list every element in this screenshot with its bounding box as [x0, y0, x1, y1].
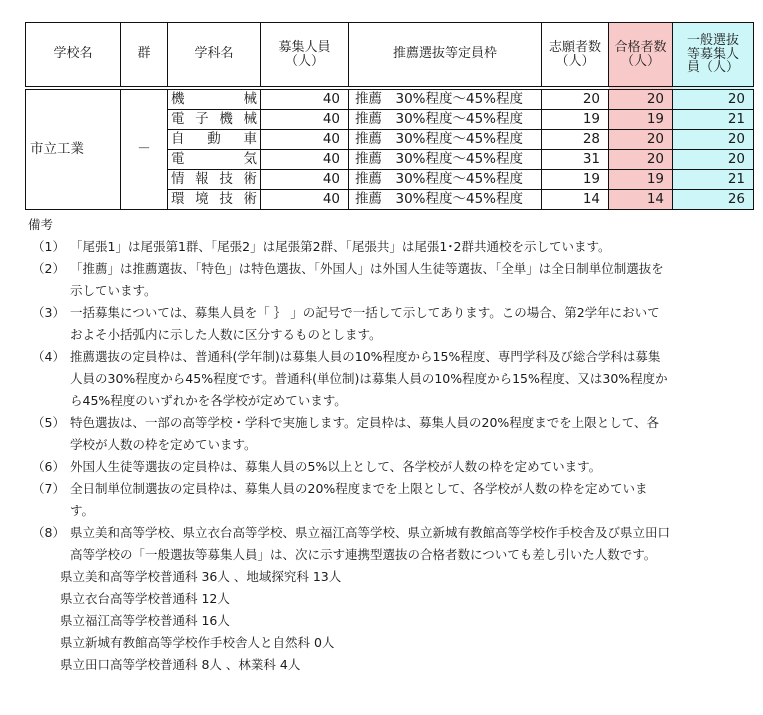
note-text: 特色選抜は、一部の高等学校・学科で実施します。定員枠は、募集人員の20%程度までを上限として、各学校が人数の枠を定めています。: [70, 415, 660, 452]
note-text: 全日制単位制選抜の定員枠は、募集人員の20%程度までを上限として、各学校が人数の枠を定めています。: [70, 481, 648, 518]
department-name: [171, 192, 257, 207]
header-passed-line2: （人）: [620, 53, 660, 69]
note-sub-item: 県立美和高等学校普通科 36人 、地域探究科 13人: [60, 569, 342, 584]
header-applicants-line2: （人）: [555, 53, 595, 69]
department-char: 境: [195, 191, 209, 208]
admission-results-table: [25, 22, 754, 210]
department-char: 気: [243, 151, 257, 168]
quota-cell: 40: [261, 88, 349, 110]
department-char: 子: [195, 111, 209, 128]
department-char: 自: [171, 131, 185, 148]
department-name: [171, 92, 257, 107]
header-department: 学科名: [168, 23, 261, 89]
general-quota-cell: 20: [673, 88, 754, 110]
department-char: 機: [171, 91, 185, 108]
quota-cell: 40: [261, 190, 349, 210]
note-number: （2）: [32, 261, 65, 276]
department-char: 械: [243, 91, 257, 108]
department-char: 電: [171, 111, 185, 128]
header-school: 学校名: [26, 23, 121, 89]
note-item: [32, 302, 748, 346]
quota-cell: 40: [261, 110, 349, 130]
passed-cell: 14: [609, 190, 673, 210]
header-quota-line2: （人）: [284, 53, 324, 69]
quota-cell: 40: [261, 170, 349, 190]
applicants-cell: 20: [542, 88, 609, 110]
department-cell: [168, 150, 261, 170]
note-number: （1）: [32, 239, 65, 254]
department-char: 車: [243, 131, 257, 148]
general-quota-cell: 20: [673, 130, 754, 150]
recommendation-cell: 推薦 30%程度～45%程度: [349, 110, 542, 130]
department-cell: [168, 88, 261, 110]
note-number: （8）: [32, 525, 65, 540]
note-text: 外国人生徒等選抜の定員枠は、募集人員の5%以上として、各学校が人数の枠を定めています。: [70, 459, 602, 474]
note-item: [32, 412, 748, 456]
note-sub-item: 県立福江高等学校普通科 16人: [60, 613, 230, 628]
department-name: [171, 132, 257, 147]
department-name: [171, 172, 257, 187]
note-sub-item: 県立新城有教館高等学校作手校舎人と自然科 0人: [60, 635, 335, 650]
department-char: 動: [207, 131, 221, 148]
recommendation-cell: 推薦 30%程度～45%程度: [349, 170, 542, 190]
passed-cell: 19: [609, 110, 673, 130]
note-text: 県立美和高等学校、県立衣台高等学校、県立福江高等学校、県立新城有教館高等学校作手校舎及び県立田口高等学校の「一般選抜等募集人員」は、次に示す連携型選抜の合格者数についても差し引いた人数です。: [70, 525, 671, 562]
note-sub-item: 県立田口高等学校普通科 8人 、林業科 4人: [60, 657, 301, 672]
recommendation-cell: 推薦 30%程度～45%程度: [349, 190, 542, 210]
department-char: 環: [171, 191, 185, 208]
department-cell: [168, 130, 261, 150]
note-item: [32, 346, 748, 412]
passed-cell: 20: [609, 150, 673, 170]
quota-cell: 40: [261, 130, 349, 150]
department-cell: [168, 170, 261, 190]
table-header-row: [26, 23, 754, 89]
passed-cell: 19: [609, 170, 673, 190]
department-cell: [168, 110, 261, 130]
department-cell: [168, 190, 261, 210]
header-general-line3: 員（人）: [686, 60, 739, 76]
header-recommendation: 推薦選抜等定員枠: [349, 23, 542, 89]
passed-cell: 20: [609, 88, 673, 110]
applicants-cell: 19: [542, 110, 609, 130]
note-item: [32, 522, 748, 566]
table-row: [26, 88, 754, 110]
applicants-cell: 14: [542, 190, 609, 210]
notes-title: 備考: [28, 217, 54, 232]
admission-table-container: [25, 22, 753, 210]
note-number: （5）: [32, 415, 65, 430]
general-quota-cell: 21: [673, 110, 754, 130]
applicants-cell: 31: [542, 150, 609, 170]
header-general-line2: 等募集人: [686, 46, 739, 62]
note-number: （7）: [32, 481, 65, 496]
department-char: 械: [243, 111, 257, 128]
note-number: （3）: [32, 305, 65, 320]
notes-section: [28, 214, 748, 676]
note-text: 「推薦」は推薦選抜、「特色」は特色選抜、「外国人」は外国人生徒等選抜、「全単」は全日制単位制選抜を示しています。: [70, 261, 664, 298]
note-text: 一括募集については、募集人員を「 ｝ 」の記号で一括して示してあります。この場合、第2学年においておよそ小括弧内に示した人数に区分するものとします。: [70, 305, 660, 342]
passed-cell: 20: [609, 130, 673, 150]
school-name-cell: 市立工業: [26, 88, 121, 210]
quota-cell: 40: [261, 150, 349, 170]
note-number: （6）: [32, 459, 65, 474]
note-text: 推薦選抜の定員枠は、普通科(学年制)は募集人員の10%程度から15%程度、専門学科及び総合学科は募集人員の30%程度から45%程度です。普通科(単位制)は募集人員の10%程度から15%程度、又は30%程度から45%程度のいずれかを各学校が定めています。: [70, 349, 668, 408]
group-cell: －: [121, 88, 168, 210]
applicants-cell: 19: [542, 170, 609, 190]
note-item: [32, 258, 748, 302]
department-name: [171, 112, 257, 127]
header-passed-line1: 合格者数: [614, 39, 667, 55]
header-general-line1: 一般選抜: [686, 33, 739, 49]
header-applicants: [542, 23, 609, 89]
general-quota-cell: 20: [673, 150, 754, 170]
recommendation-cell: 推薦 30%程度～45%程度: [349, 130, 542, 150]
header-group: 群: [121, 23, 168, 89]
department-char: 術: [243, 171, 257, 188]
department-char: 情: [171, 171, 185, 188]
department-char: 電: [171, 151, 185, 168]
department-name: [171, 152, 257, 167]
recommendation-cell: 推薦 30%程度～45%程度: [349, 150, 542, 170]
note-sub-item: 県立衣台高等学校普通科 12人: [60, 591, 230, 606]
recommendation-cell: 推薦 30%程度～45%程度: [349, 88, 542, 110]
note-text: 「尾張1」は尾張第1群、「尾張2」は尾張第2群、「尾張共」は尾張1･2群共通校を示しています。: [70, 239, 611, 254]
header-quota-line1: 募集人員: [278, 39, 331, 55]
department-char: 技: [219, 171, 233, 188]
applicants-cell: 28: [542, 130, 609, 150]
header-general-quota: [673, 23, 754, 89]
department-char: 機: [219, 111, 233, 128]
header-applicants-line1: 志願者数: [548, 39, 601, 55]
department-char: 術: [243, 191, 257, 208]
department-char: 技: [219, 191, 233, 208]
department-char: 報: [195, 171, 209, 188]
note-number: （4）: [32, 349, 65, 364]
general-quota-cell: 26: [673, 190, 754, 210]
header-quota: [261, 23, 349, 89]
header-passed: [609, 23, 673, 89]
note-item: [32, 236, 748, 258]
table-body: [26, 88, 754, 210]
note-item: [32, 478, 748, 522]
note-item: [32, 456, 748, 478]
general-quota-cell: 21: [673, 170, 754, 190]
